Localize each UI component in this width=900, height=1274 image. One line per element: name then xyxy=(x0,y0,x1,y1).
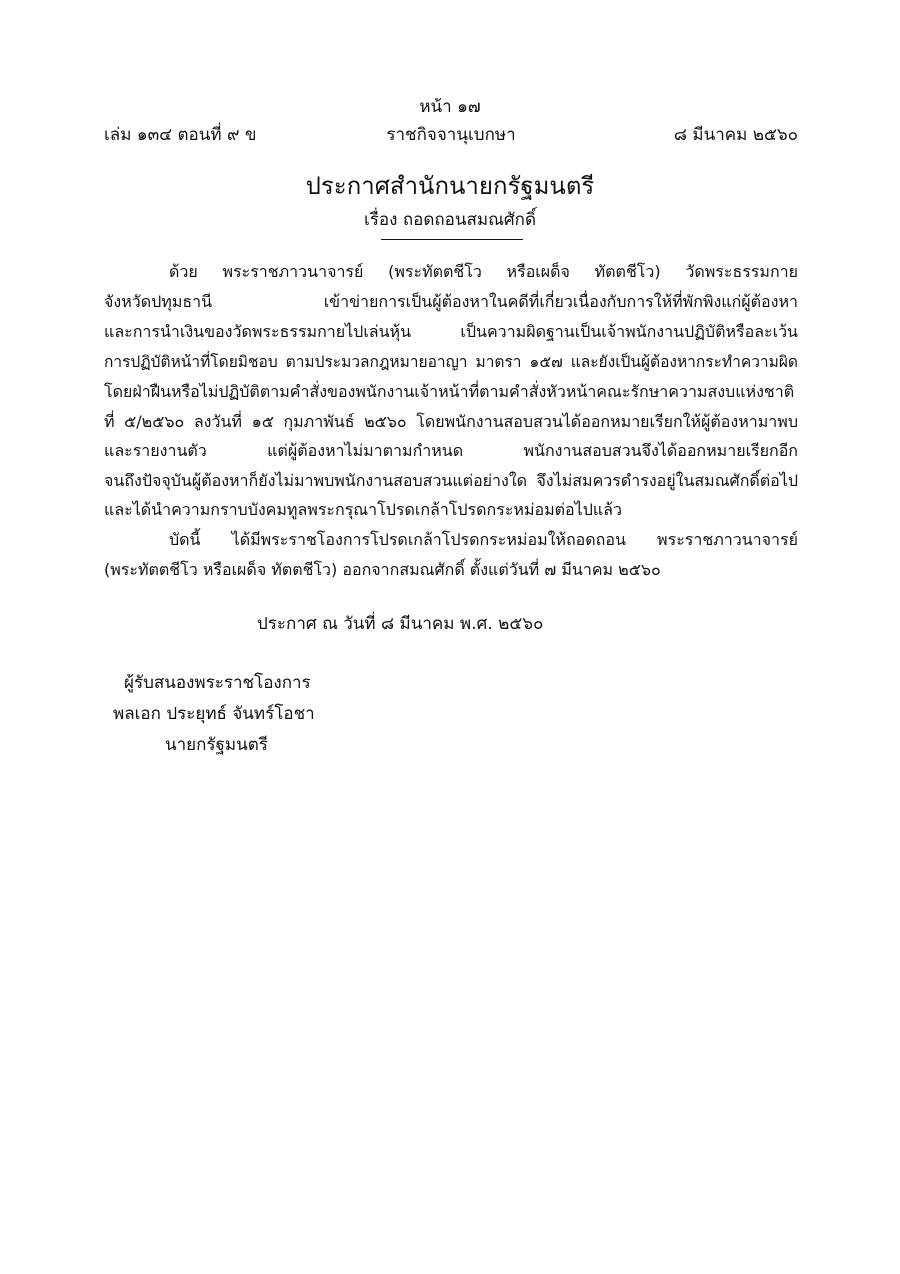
paragraph-line: บัดนี้ ได้มีพระราชโองการโปรดเกล้าโปรดกระหม่อมให้ถอดถอน พระราชภาวนาจารย์ xyxy=(169,530,798,549)
paragraph-line: และรายงานตัว แต่ผู้ต้องหาไม่มาตามกำหนด พนักงานสอบสวนจึงได้ออกหมายเรียกอีก xyxy=(104,441,798,460)
publication-name: ราชกิจจานุเบกษา xyxy=(386,125,516,145)
paragraph-line: โดยฝ่าฝืนหรือไม่ปฏิบัติตามคำสั่งของพนักงานเจ้าหน้าที่ตามคำสั่งหัวหน้าคณะรักษาความสงบแห่งชาติ xyxy=(104,382,795,401)
signatory-name: พลเอก ประยุทธ์ จันทร์โอชา xyxy=(113,704,315,724)
title-divider xyxy=(381,239,523,240)
paragraph-line: และการนำเงินของวัดพระธรรมกายไปเล่นหุ้น เป็นความผิดฐานเป็นเจ้าพนักงานปฏิบัติหรือละเว้น xyxy=(104,322,798,341)
gazette-header xyxy=(104,121,798,145)
announcement-date: ประกาศ ณ วันที่ ๘ มีนาคม พ.ศ. ๒๕๖๐ xyxy=(257,614,544,634)
paragraph-line: จังหวัดปทุมธานี เข้าข่ายการเป็นผู้ต้องหาในคดีที่เกี่ยวเนื่องกับการให้ที่พักพิงแก่ผู้ต้องหา xyxy=(104,292,798,311)
volume-issue: เล่ม ๑๓๔ ตอนที่ ๙ ข xyxy=(104,125,257,145)
announcement-title: ประกาศสำนักนายกรัฐมนตรี xyxy=(305,172,595,200)
page-number: หน้า ๑๗ xyxy=(419,97,481,117)
paragraph-line: การปฏิบัติหน้าที่โดยมิชอบ ตามประมวลกฎหมายอาญา มาตรา ๑๕๗ และยังเป็นผู้ต้องหากระทำความผิด xyxy=(104,353,798,371)
signatory-position: นายกรัฐมนตรี xyxy=(165,735,268,755)
paragraph-line: และได้นำความกราบบังคมทูลพระกรุณาโปรดเกล้าโปรดกระหม่อมต่อไปแล้ว xyxy=(104,500,622,519)
countersign-label: ผู้รับสนองพระราชโองการ xyxy=(124,673,311,693)
paragraph-line: ที่ ๕/๒๕๖๐ ลงวันที่ ๑๕ กุมภาพันธ์ ๒๕๖๐ โดยพนักงานสอบสวนได้ออกหมายเรียกให้ผู้ต้องหามาพบ xyxy=(104,412,798,431)
paragraph-line: จนถึงปัจจุบันผู้ต้องหาก็ยังไม่มาพบพนักงานสอบสวนแต่อย่างใด จึงไม่สมควรดำรงอยู่ในสมณศักดิ์ต่อไป xyxy=(104,471,798,490)
paragraph-line: (พระทัตตชีโว หรือเผด็จ ทัตตชีโว) ออกจากสมณศักดิ์ ตั้งแต่วันที่ ๗ มีนาคม ๒๕๖๐ xyxy=(104,560,661,579)
publication-date: ๘ มีนาคม ๒๕๖๐ xyxy=(673,125,798,145)
paragraph-line: ด้วย พระราชภาวนาจารย์ (พระทัตตชีโว หรือเผด็จ ทัตตชีโว) วัดพระธรรมกาย xyxy=(169,262,798,281)
announcement-subject: เรื่อง ถอดถอนสมณศักดิ์ xyxy=(363,210,536,230)
